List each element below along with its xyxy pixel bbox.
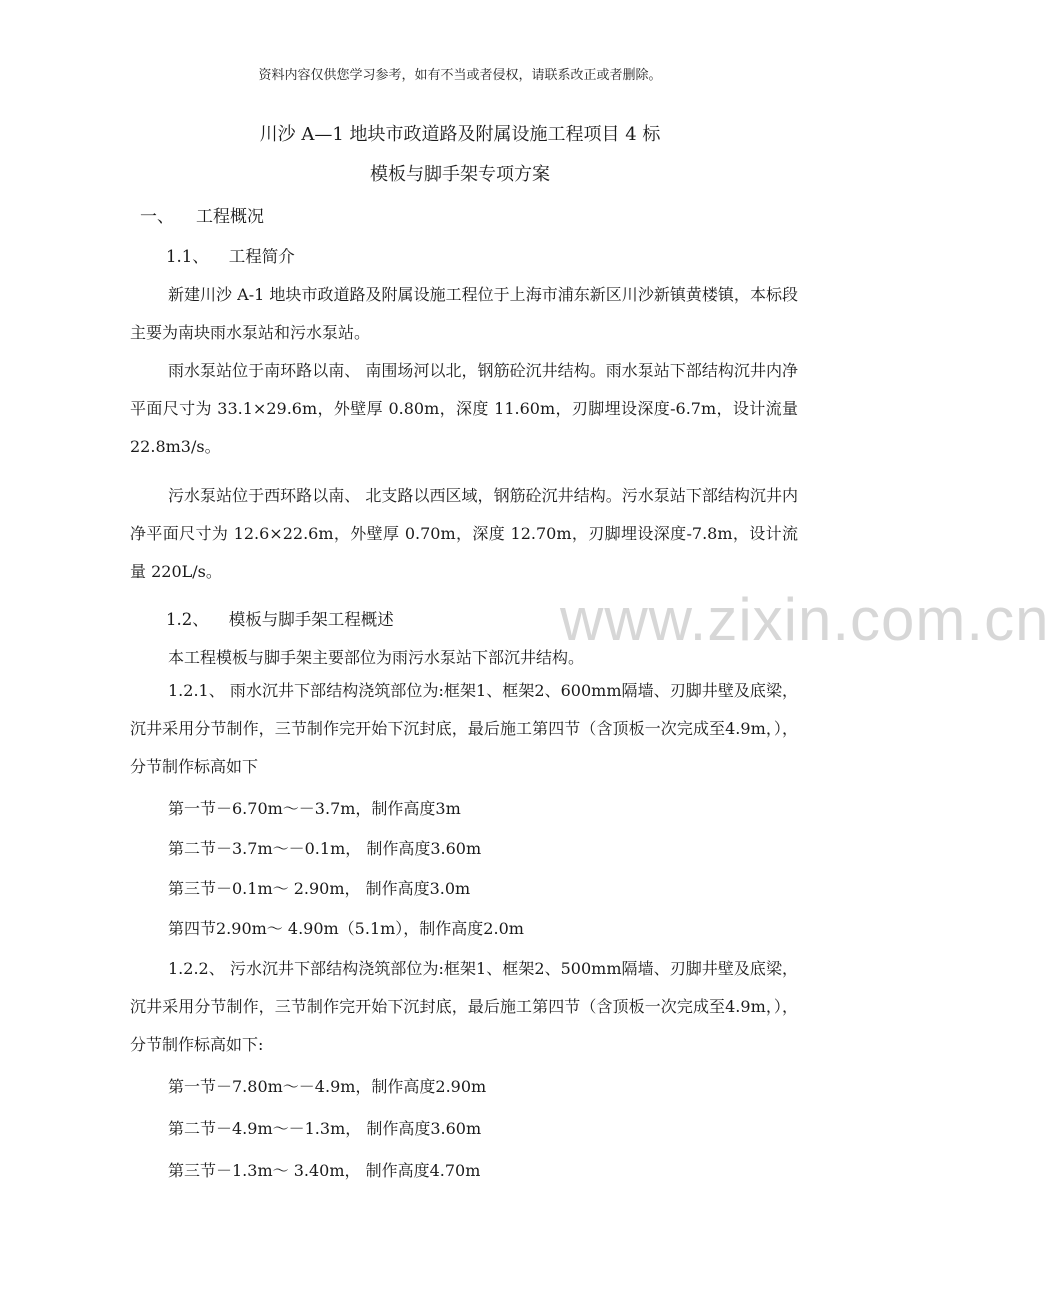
- paragraph-sewage-well-pour: 1.2.2、 污水沉井下部结构浇筑部位为:框架1、框架2、500mm隔墙、刃脚井壁及底梁，沉井采用分节制作，三节制作完开始下沉封底，最后施工第四节（含顶板一次完成至4.9m，），分节制作标高如下:: [130, 959, 798, 1054]
- subsection-label: 工程简介: [228, 247, 295, 266]
- subsection-number: 1.2、: [166, 610, 209, 629]
- subsection-heading-1-1: [166, 243, 295, 267]
- section-number: 一、: [140, 207, 174, 227]
- sewage-section-line: 第一节－7.80m～－4.9m，制作高度2.90m: [168, 1077, 487, 1096]
- paragraph-rain-well-pour: 1.2.1、 雨水沉井下部结构浇筑部位为:框架1、框架2、600mm隔墙、刃脚井壁及底梁，沉井采用分节制作，三节制作完开始下沉封底，最后施工第四节（含顶板一次完成至4.9m，），分节制作标高如下: [130, 681, 798, 776]
- rain-section-line: 第四节2.90m～ 4.90m（5.1m），制作高度2.0m: [168, 919, 524, 938]
- watermark: www.zixin.com.cn: [560, 586, 1049, 653]
- sewage-section-line: 第三节－1.3m～ 3.40m， 制作高度4.70m: [168, 1161, 481, 1180]
- document-subtitle: 模板与脚手架专项方案: [370, 164, 550, 185]
- rain-section-line: 第二节－3.7m～－0.1m， 制作高度3.60m: [168, 839, 482, 858]
- subsection-label: 模板与脚手架工程概述: [228, 610, 394, 629]
- section-label: 工程概况: [196, 207, 264, 227]
- paragraph-project-intro: 新建川沙 A-1 地块市政道路及附属设施工程位于上海市浦东新区川沙新镇黄楼镇，本标段主要为南块雨水泵站和污水泵站。: [130, 285, 798, 342]
- subsection-heading-1-2: [166, 606, 394, 630]
- document-title: 川沙 A—1 地块市政道路及附属设施工程项目 4 标: [259, 124, 661, 145]
- subsection-number: 1.1、: [166, 247, 209, 266]
- rain-section-line: 第三节－0.1m～ 2.90m， 制作高度3.0m: [168, 879, 471, 898]
- paragraph-scope: 本工程模板与脚手架主要部位为雨污水泵站下部沉井结构。: [168, 648, 585, 667]
- copyright-notice: 资料内容仅供您学习参考，如有不当或者侵权，请联系改正或者删除。: [258, 68, 662, 83]
- paragraph-sewage-pump-station: 污水泵站位于西环路以南、 北支路以西区域，钢筋砼沉井结构。污水泵站下部结构沉井内净平面尺寸为 12.6×22.6m，外壁厚 0.70m，深度 12.70m，刃脚埋设深度-7.8m，设计流量 220L/s。: [130, 486, 798, 581]
- section-heading-1: [140, 202, 264, 227]
- rain-section-line: 第一节－6.70m～－3.7m，制作高度3m: [168, 799, 461, 818]
- paragraph-rain-pump-station: 雨水泵站位于南环路以南、 南围场河以北，钢筋砼沉井结构。雨水泵站下部结构沉井内净平面尺寸为 33.1×29.6m，外壁厚 0.80m，深度 11.60m，刃脚埋设深度-6.7m，设计流量 22.8m3/s。: [130, 361, 798, 456]
- sewage-section-line: 第二节－4.9m～－1.3m， 制作高度3.60m: [168, 1119, 482, 1138]
